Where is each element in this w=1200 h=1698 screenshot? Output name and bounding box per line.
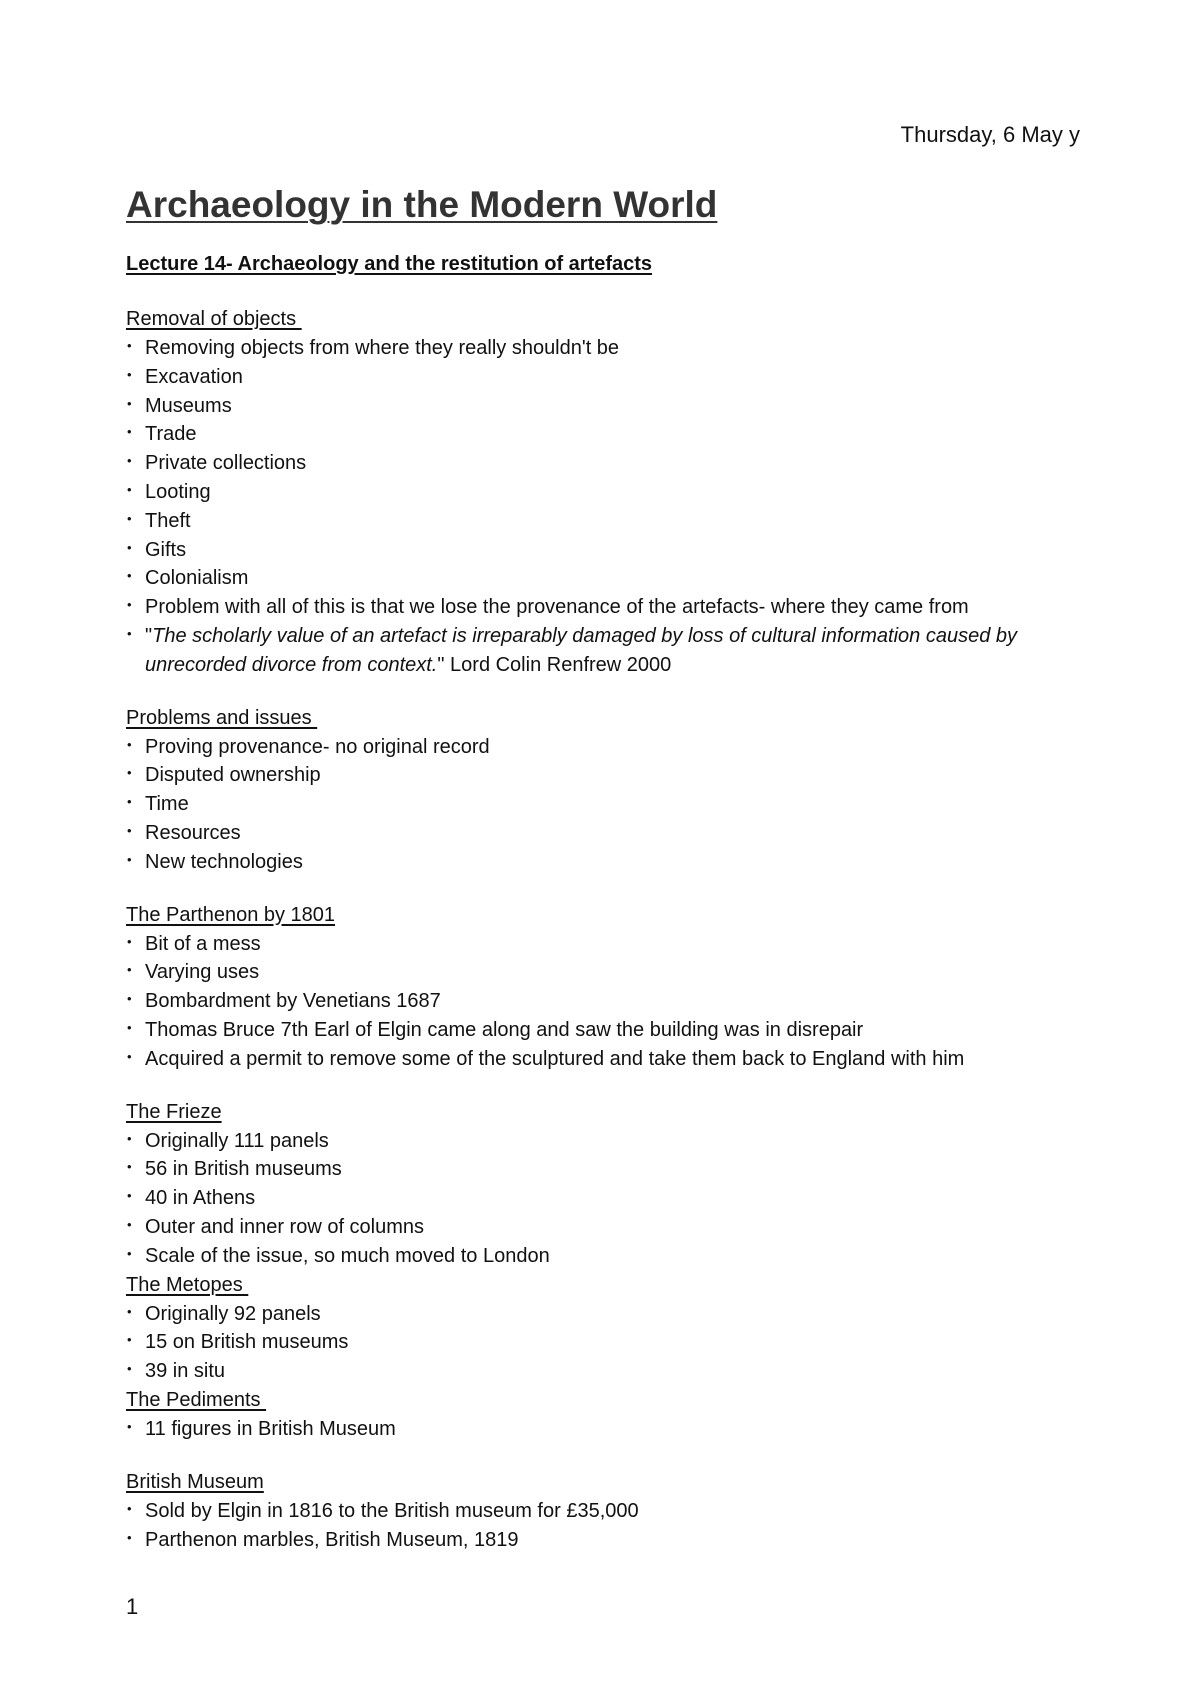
bullet-icon: • <box>127 933 132 949</box>
list-item-text: Time <box>145 793 189 816</box>
bullet-icon: • <box>127 1159 132 1175</box>
section-problems-and-issues <box>126 704 1086 877</box>
list-item <box>126 536 1086 565</box>
section-heading: The Frieze <box>126 1100 222 1123</box>
list-item <box>126 733 1086 762</box>
notes-body <box>126 305 1086 1554</box>
bullet-icon: • <box>127 366 132 382</box>
list-item <box>126 334 1086 363</box>
bullet-list <box>126 334 1086 680</box>
list-item-text: Problem with all of this is that we lose the provenance of the artefacts- where they came from <box>145 596 969 619</box>
list-item <box>126 819 1086 848</box>
list-item-text: Varying uses <box>145 961 260 984</box>
bullet-icon: • <box>127 1216 132 1232</box>
list-item-text: 40 in Athens <box>145 1187 256 1210</box>
list-item-text: Scale of the issue, so much moved to London <box>145 1244 550 1267</box>
list-item <box>126 593 1086 622</box>
bullet-icon: • <box>127 1188 132 1204</box>
renfrew-quote: The scholarly value of an artefact is irreparably damaged by loss of cultural information caused by unrecorded divorce from context. <box>145 624 1017 676</box>
section-removal-of-objects <box>126 305 1086 680</box>
bullet-list <box>126 1497 1086 1555</box>
list-item <box>126 1300 1086 1329</box>
lecture-subtitle: Lecture 14- Archaeology and the restitution of artefacts <box>126 253 653 275</box>
bullet-icon: • <box>127 765 132 781</box>
list-item-text: Acquired a permit to remove some of the sculptured and take them back to England with him <box>145 1047 965 1070</box>
list-item-text: Removing objects from where they really shouldn't be <box>145 337 620 359</box>
section-metopes <box>126 1271 1086 1386</box>
bullet-icon: • <box>127 736 132 752</box>
bullet-icon: • <box>127 1130 132 1146</box>
quote-item <box>126 622 1086 680</box>
section-heading: The Parthenon by 1801 <box>126 903 336 926</box>
bullet-icon: • <box>127 1361 132 1377</box>
bullet-icon: • <box>127 1245 132 1261</box>
list-item-text: Excavation <box>145 365 243 388</box>
list-item <box>126 1213 1086 1242</box>
lecture-date: Thursday, 6 May y <box>900 122 1080 147</box>
list-item-text: Theft <box>145 509 191 532</box>
list-item-text: Colonialism <box>145 567 249 590</box>
list-item <box>126 1242 1086 1271</box>
section-heading: British Museum <box>126 1470 264 1493</box>
list-item <box>126 930 1086 959</box>
bullet-icon: • <box>127 1048 132 1064</box>
list-item-text: 15 on British museums <box>145 1331 349 1354</box>
list-item <box>126 1497 1086 1526</box>
bullet-list <box>126 733 1086 877</box>
list-item <box>126 761 1086 790</box>
bullet-icon: • <box>127 1019 132 1035</box>
list-item <box>126 958 1086 987</box>
list-item <box>126 1045 1086 1074</box>
bullet-icon: • <box>127 1500 132 1516</box>
list-item-text: Proving provenance- no original record <box>145 735 490 758</box>
page-title: Archaeology in the Modern World <box>126 184 718 225</box>
list-item <box>126 478 1086 507</box>
list-item <box>126 1127 1086 1156</box>
bullet-list <box>126 1127 1086 1271</box>
list-item-text: Thomas Bruce 7th Earl of Elgin came along and saw the building was in disrepair <box>145 1018 864 1041</box>
bullet-icon: • <box>127 625 132 641</box>
list-item-text: Gifts <box>145 538 187 561</box>
list-item <box>126 1526 1086 1555</box>
list-item-text: Outer and inner row of columns <box>145 1215 425 1238</box>
section-heading: The Metopes <box>126 1273 249 1296</box>
section-pediments <box>126 1386 1086 1444</box>
list-item <box>126 363 1086 392</box>
list-item <box>126 1415 1086 1444</box>
list-item-text: 11 figures in British Museum <box>145 1417 396 1440</box>
list-item <box>126 564 1086 593</box>
bullet-icon: • <box>127 1529 132 1545</box>
section-british-museum <box>126 1468 1086 1555</box>
bullet-icon: • <box>127 424 132 440</box>
list-item-text: Originally 92 panels <box>145 1302 321 1325</box>
bullet-icon: • <box>127 851 132 867</box>
bullet-list <box>126 930 1086 1074</box>
bullet-icon: • <box>127 962 132 978</box>
list-item-text: Disputed ownership <box>145 764 321 787</box>
list-item-text: 39 in situ <box>145 1360 226 1383</box>
list-item-text: Sold by Elgin in 1816 to the British museum for £35,000 <box>145 1499 639 1522</box>
bullet-icon: • <box>127 794 132 810</box>
page-number: 1 <box>126 1594 139 1619</box>
list-item <box>126 507 1086 536</box>
list-item-text: Private collections <box>145 452 307 475</box>
bullet-icon: • <box>127 822 132 838</box>
bullet-icon: • <box>127 991 132 1007</box>
list-item <box>126 1184 1086 1213</box>
list-item <box>126 790 1086 819</box>
list-item-text: Parthenon marbles, British Museum, 1819 <box>145 1528 519 1551</box>
list-item <box>126 1328 1086 1357</box>
list-item-text: 56 in British museums <box>145 1158 342 1181</box>
list-item-text: New technologies <box>145 850 303 873</box>
list-item <box>126 449 1086 478</box>
list-item <box>126 420 1086 449</box>
bullet-icon: • <box>127 510 132 526</box>
list-item-text: Bombardment by Venetians 1687 <box>145 990 441 1013</box>
bullet-list <box>126 1300 1086 1386</box>
list-item-text: Museums <box>145 394 232 417</box>
bullet-icon: • <box>127 1332 132 1348</box>
section-heading: Problems and issues <box>126 706 318 729</box>
bullet-icon: • <box>127 1303 132 1319</box>
bullet-list <box>126 1415 1086 1444</box>
quote-open-mark: " <box>145 624 153 647</box>
section-frieze <box>126 1098 1086 1271</box>
quote-attribution: " Lord Colin Renfrew 2000 <box>437 653 672 676</box>
bullet-icon: • <box>127 539 132 555</box>
bullet-icon: • <box>127 338 132 353</box>
section-parthenon-1801 <box>126 901 1086 1074</box>
section-heading: Removal of objects <box>126 308 302 330</box>
bullet-icon: • <box>127 395 132 411</box>
list-item-text: Looting <box>145 480 211 503</box>
list-item <box>126 1357 1086 1386</box>
list-item <box>126 1016 1086 1045</box>
list-item-text: Trade <box>145 423 197 446</box>
list-item-text: Originally 111 panels <box>145 1129 329 1152</box>
bullet-icon: • <box>127 597 132 613</box>
list-item <box>126 848 1086 877</box>
bullet-icon: • <box>127 453 132 469</box>
list-item <box>126 987 1086 1016</box>
list-item-text: Bit of a mess <box>145 932 261 955</box>
bullet-icon: • <box>127 568 132 584</box>
bullet-icon: • <box>127 1418 132 1434</box>
list-item <box>126 1155 1086 1184</box>
section-heading: The Pediments <box>126 1388 267 1411</box>
bullet-icon: • <box>127 481 132 497</box>
list-item-text: Resources <box>145 821 241 844</box>
list-item <box>126 392 1086 421</box>
